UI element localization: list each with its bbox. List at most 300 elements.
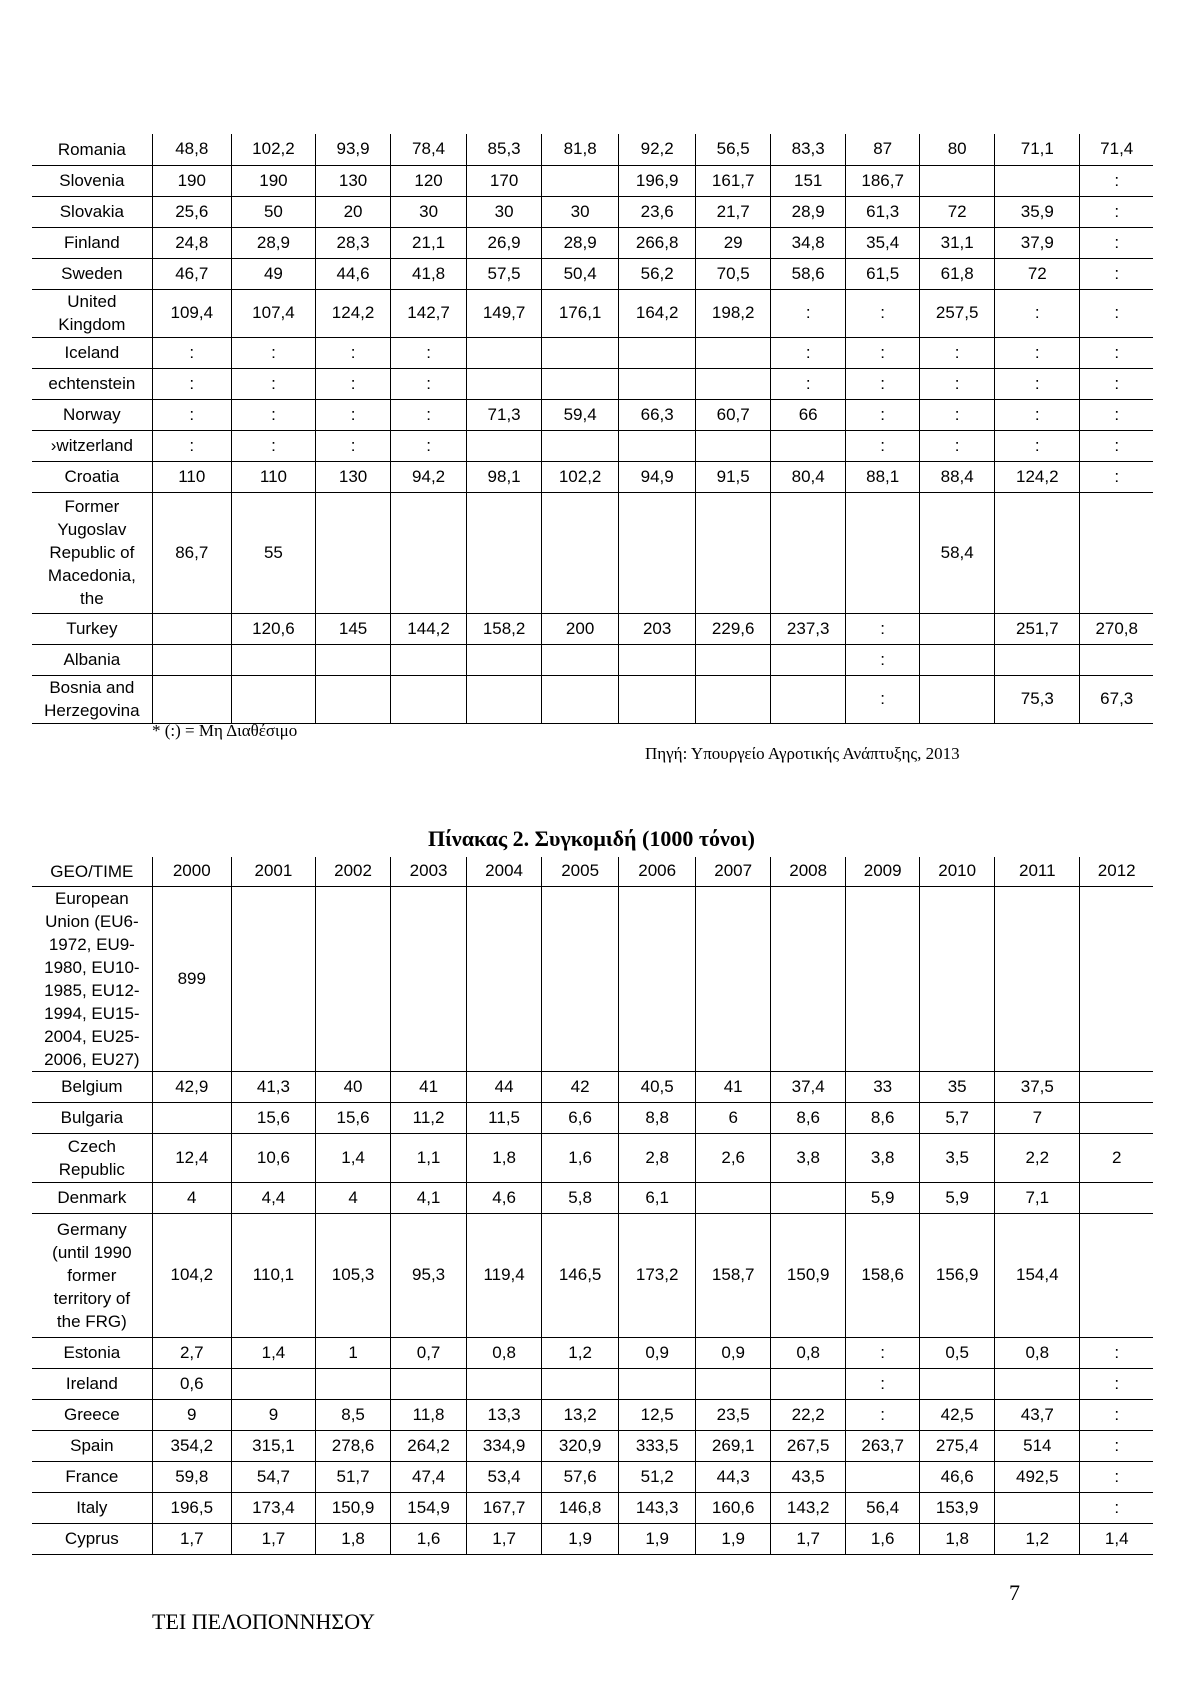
table-cell: 88,1 — [846, 461, 920, 492]
table-cell: 55 — [231, 492, 315, 613]
table-cell: 41 — [391, 1071, 467, 1102]
table-cell: 29 — [696, 227, 771, 258]
row-label — [32, 227, 152, 258]
table-cell: 94,9 — [619, 461, 696, 492]
table-cell: 161,7 — [696, 165, 771, 196]
table-cell: 47,4 — [391, 1461, 467, 1492]
table-cell: : — [771, 337, 846, 368]
table-cell: : — [1080, 258, 1153, 289]
table-cell: 150,9 — [771, 1213, 846, 1337]
table-cell — [467, 886, 542, 1071]
table-cell: 263,7 — [846, 1430, 920, 1461]
table-cell: 1,6 — [391, 1523, 467, 1554]
table-cell: : — [846, 1399, 920, 1430]
table-cell — [467, 492, 542, 613]
table-cell: 7,1 — [995, 1182, 1080, 1213]
table-cell — [542, 675, 619, 723]
row-label — [32, 1182, 152, 1213]
column-header-year: 2007 — [696, 857, 771, 886]
table-cell — [995, 1368, 1080, 1399]
table-cell — [316, 1368, 391, 1399]
table-cell — [391, 644, 467, 675]
table-cell: 91,5 — [696, 461, 771, 492]
row-label — [32, 134, 152, 165]
table-cell: 5,7 — [920, 1102, 995, 1133]
table-cell: 81,8 — [542, 134, 619, 165]
table-cell: 85,3 — [467, 134, 542, 165]
table-cell: : — [846, 675, 920, 723]
row-label-line: 1994, EU15- — [44, 1003, 140, 1023]
table-cell: 6,6 — [542, 1102, 619, 1133]
column-header-year: 2004 — [467, 857, 542, 886]
row-label-line: the — [80, 589, 104, 608]
table-cell: : — [1080, 289, 1153, 337]
table-cell — [771, 492, 846, 613]
table-row — [32, 613, 1153, 644]
table-cell: 1 — [316, 1337, 391, 1368]
table-cell — [920, 165, 995, 196]
table-cell — [467, 644, 542, 675]
table-cell: 1,2 — [995, 1523, 1080, 1554]
table-cell — [995, 165, 1080, 196]
row-label-line: Finland — [63, 233, 120, 252]
table-cell: 56,4 — [846, 1492, 920, 1523]
row-label — [32, 368, 152, 399]
row-label-line: Slovakia — [59, 202, 124, 221]
table-cell — [231, 675, 315, 723]
table-cell: 59,4 — [542, 399, 619, 430]
table-cell: : — [995, 368, 1080, 399]
table-cell — [696, 430, 771, 461]
table-row — [32, 1399, 1153, 1430]
table-cell: : — [1080, 1461, 1153, 1492]
row-label — [32, 1399, 152, 1430]
row-label-line: (until 1990 — [52, 1242, 132, 1262]
row-label — [32, 613, 152, 644]
table-cell: 158,6 — [846, 1213, 920, 1337]
table-cell: 278,6 — [316, 1430, 391, 1461]
table-cell: 105,3 — [316, 1213, 391, 1337]
table-cell — [619, 1368, 696, 1399]
table-cell: 4,6 — [467, 1182, 542, 1213]
table-cell: 267,5 — [771, 1430, 846, 1461]
table-cell: 24,8 — [152, 227, 231, 258]
table-cell: 35,4 — [846, 227, 920, 258]
table-cell: 1,4 — [231, 1337, 315, 1368]
table-header-row — [32, 857, 1153, 886]
table-cell: 229,6 — [696, 613, 771, 644]
table-cell: 0,9 — [619, 1337, 696, 1368]
table-cell: 1,4 — [1080, 1523, 1153, 1554]
table-cell: 40 — [316, 1071, 391, 1102]
table-cell: 167,7 — [467, 1492, 542, 1523]
table-cell — [619, 675, 696, 723]
row-label — [32, 461, 152, 492]
table-cell: 257,5 — [920, 289, 995, 337]
table-cell: 8,5 — [316, 1399, 391, 1430]
row-label-line: Italy — [76, 1498, 108, 1517]
table-cell: : — [920, 399, 995, 430]
table-cell — [1080, 644, 1153, 675]
table-cell: 0,7 — [391, 1337, 467, 1368]
table-cell — [696, 492, 771, 613]
table-cell: : — [152, 337, 231, 368]
table-cell: : — [1080, 1368, 1153, 1399]
table-cell — [231, 644, 315, 675]
table-cell — [696, 1182, 771, 1213]
table-cell: 203 — [619, 613, 696, 644]
row-label — [32, 337, 152, 368]
row-label-line: Republic of — [49, 543, 135, 562]
source-note: Πηγή: Υπουργείο Αγροτικής Ανάπτυξης, 2013 — [645, 744, 960, 763]
table-cell: 78,4 — [391, 134, 467, 165]
table-cell: 71,3 — [467, 399, 542, 430]
table-cell — [619, 430, 696, 461]
table-cell: 5,9 — [920, 1182, 995, 1213]
table-cell — [920, 886, 995, 1071]
table-cell: 1,2 — [542, 1337, 619, 1368]
table-cell: : — [152, 399, 231, 430]
table-cell: : — [846, 368, 920, 399]
row-label-line: Sweden — [61, 264, 123, 283]
table-cell: 6,1 — [619, 1182, 696, 1213]
table-cell: 320,9 — [542, 1430, 619, 1461]
row-label — [32, 289, 152, 337]
row-label-line: Norway — [63, 405, 121, 424]
table-cell: 200 — [542, 613, 619, 644]
footer-institution: ΤΕΙ ΠΕΛΟΠΟΝΝΗΣΟΥ — [152, 1609, 375, 1634]
column-header-year: 2010 — [920, 857, 995, 886]
row-label-line: European — [54, 888, 129, 908]
row-label-line: Spain — [70, 1436, 114, 1455]
row-label — [32, 196, 152, 227]
row-label-line: Cyprus — [64, 1529, 119, 1548]
harvest-table — [32, 857, 1153, 1555]
table-cell: : — [920, 337, 995, 368]
table-cell: 142,7 — [391, 289, 467, 337]
table-cell: : — [1080, 461, 1153, 492]
table-cell: : — [1080, 368, 1153, 399]
table-cell: 190 — [152, 165, 231, 196]
table-cell — [467, 430, 542, 461]
table-cell: 153,9 — [920, 1492, 995, 1523]
table-cell: 71,1 — [995, 134, 1080, 165]
table-cell: 34,8 — [771, 227, 846, 258]
table-cell: 51,2 — [619, 1461, 696, 1492]
table-cell: 1,9 — [619, 1523, 696, 1554]
table-cell: : — [771, 368, 846, 399]
table-cell: 57,6 — [542, 1461, 619, 1492]
row-label-line: Bosnia and — [49, 678, 135, 697]
table-cell — [995, 1492, 1080, 1523]
table-cell: 173,2 — [619, 1213, 696, 1337]
table-cell: 1,7 — [152, 1523, 231, 1554]
table-row — [32, 1523, 1153, 1554]
table-cell: 41 — [696, 1071, 771, 1102]
table-cell — [1080, 492, 1153, 613]
table-cell: 21,7 — [696, 196, 771, 227]
table-cell: 3,8 — [846, 1133, 920, 1182]
table-cell: 110 — [152, 461, 231, 492]
table-cell: 37,5 — [995, 1071, 1080, 1102]
table-cell: : — [316, 430, 391, 461]
table-cell: : — [1080, 1492, 1153, 1523]
row-label-line: territory of — [53, 1288, 131, 1308]
row-label-line: Germany — [56, 1219, 127, 1239]
table-cell: 146,8 — [542, 1492, 619, 1523]
table-cell: 130 — [316, 165, 391, 196]
table-cell: 83,3 — [771, 134, 846, 165]
table-cell: 28,9 — [231, 227, 315, 258]
table-cell: 1,7 — [771, 1523, 846, 1554]
table-cell: 334,9 — [467, 1430, 542, 1461]
table-cell: 196,5 — [152, 1492, 231, 1523]
table-cell — [391, 675, 467, 723]
table-row — [32, 1071, 1153, 1102]
table-cell: 56,2 — [619, 258, 696, 289]
table-cell: 315,1 — [231, 1430, 315, 1461]
table-cell: : — [391, 399, 467, 430]
table-cell: 6 — [696, 1102, 771, 1133]
table-cell: 264,2 — [391, 1430, 467, 1461]
table-cell: : — [316, 337, 391, 368]
row-label-line: Macedonia, — [47, 566, 136, 585]
table-cell — [619, 337, 696, 368]
row-label — [32, 258, 152, 289]
row-label-line: Greece — [63, 1405, 120, 1424]
table-cell — [846, 1461, 920, 1492]
table-cell — [696, 675, 771, 723]
table-cell: 109,4 — [152, 289, 231, 337]
column-header-year: 2002 — [316, 857, 391, 886]
table-cell: 37,9 — [995, 227, 1080, 258]
table-cell: : — [231, 430, 315, 461]
table-cell: : — [846, 289, 920, 337]
table-row — [32, 134, 1153, 165]
table-cell: 43,7 — [995, 1399, 1080, 1430]
table-cell: 72 — [995, 258, 1080, 289]
table-cell: : — [1080, 196, 1153, 227]
table-cell: 4,1 — [391, 1182, 467, 1213]
table-cell: 12,5 — [619, 1399, 696, 1430]
row-label-line: Ireland — [65, 1374, 118, 1393]
table-cell: 44 — [467, 1071, 542, 1102]
table-cell: 2,2 — [995, 1133, 1080, 1182]
table-cell: 58,6 — [771, 258, 846, 289]
table-cell — [1080, 1102, 1153, 1133]
table-cell: 198,2 — [696, 289, 771, 337]
table-cell — [542, 1368, 619, 1399]
table-2-title: Πίνακας 2. Συγκομιδή (1000 τόνοι) — [427, 826, 755, 851]
row-label — [32, 1368, 152, 1399]
row-label-line: Kingdom — [58, 315, 126, 334]
table-cell: 251,7 — [995, 613, 1080, 644]
table-row — [32, 1337, 1153, 1368]
table-cell: 88,4 — [920, 461, 995, 492]
table-cell: : — [1080, 227, 1153, 258]
table-cell: 1,1 — [391, 1133, 467, 1182]
table-cell: 190 — [231, 165, 315, 196]
table-cell — [771, 430, 846, 461]
table-cell: : — [995, 289, 1080, 337]
table-cell: 110 — [231, 461, 315, 492]
table-cell: 1,6 — [542, 1133, 619, 1182]
row-label-line: Herzegovina — [44, 701, 140, 720]
table-cell: 71,4 — [1080, 134, 1153, 165]
table-cell: 51,7 — [316, 1461, 391, 1492]
table-cell: 266,8 — [619, 227, 696, 258]
table-cell: 72 — [920, 196, 995, 227]
table-cell: 275,4 — [920, 1430, 995, 1461]
table-cell — [619, 886, 696, 1071]
table-cell — [1080, 1182, 1153, 1213]
table-cell — [696, 644, 771, 675]
table-cell — [152, 675, 231, 723]
table-cell: 176,1 — [542, 289, 619, 337]
table-cell — [542, 165, 619, 196]
table-cell: 124,2 — [316, 289, 391, 337]
table-cell: : — [391, 337, 467, 368]
table-cell: 28,9 — [542, 227, 619, 258]
table-cell: 2,6 — [696, 1133, 771, 1182]
table-cell — [920, 675, 995, 723]
row-label — [32, 1133, 152, 1182]
row-label-line: 2004, EU25- — [44, 1026, 140, 1046]
row-label-line: ›witzerland — [50, 436, 133, 455]
table-cell: 144,2 — [391, 613, 467, 644]
table-cell: : — [152, 430, 231, 461]
table-cell: 75,3 — [995, 675, 1080, 723]
table-cell: 156,9 — [920, 1213, 995, 1337]
table-cell: 26,9 — [467, 227, 542, 258]
table-cell: 23,6 — [619, 196, 696, 227]
table-cell — [542, 644, 619, 675]
table-cell: 9 — [231, 1399, 315, 1430]
row-label-line: Denmark — [57, 1188, 127, 1207]
table-cell: 5,8 — [542, 1182, 619, 1213]
row-label-line: Slovenia — [59, 171, 125, 190]
table-cell: 1,7 — [231, 1523, 315, 1554]
table-cell — [231, 1368, 315, 1399]
row-label-line: Belgium — [61, 1077, 123, 1096]
table-cell: 44,3 — [696, 1461, 771, 1492]
table-row — [32, 1368, 1153, 1399]
table-cell: 3,5 — [920, 1133, 995, 1182]
table-cell — [696, 337, 771, 368]
row-label-line: 2006, EU27) — [44, 1049, 140, 1069]
table-cell: : — [1080, 1399, 1153, 1430]
table-cell: 41,8 — [391, 258, 467, 289]
row-label-line: Bulgaria — [60, 1108, 124, 1127]
missing-data-note: * (:) = Μη Διαθέσιμο — [152, 721, 298, 740]
table-cell — [391, 886, 467, 1071]
table-row — [32, 227, 1153, 258]
table-cell: 56,5 — [696, 134, 771, 165]
table-cell — [391, 492, 467, 613]
row-label-line: Turkey — [66, 619, 118, 638]
table-row — [32, 1492, 1153, 1523]
table-cell: 0,5 — [920, 1337, 995, 1368]
table-cell: : — [1080, 399, 1153, 430]
table-cell: 158,2 — [467, 613, 542, 644]
table-cell: 158,7 — [696, 1213, 771, 1337]
table-row — [32, 886, 1153, 1071]
table-cell: 44,6 — [316, 258, 391, 289]
table-cell: 33 — [846, 1071, 920, 1102]
column-header-year: 2005 — [542, 857, 619, 886]
table-cell: 11,5 — [467, 1102, 542, 1133]
table-row — [32, 1182, 1153, 1213]
table-cell: 30 — [542, 196, 619, 227]
table-row — [32, 1430, 1153, 1461]
row-label-line: echtenstein — [48, 374, 136, 393]
table-cell: 66 — [771, 399, 846, 430]
table-cell: 61,8 — [920, 258, 995, 289]
row-label — [32, 399, 152, 430]
table-cell: 25,6 — [152, 196, 231, 227]
table-cell: 28,9 — [771, 196, 846, 227]
table-row — [32, 337, 1153, 368]
table-cell: 20 — [316, 196, 391, 227]
table-cell: 42,5 — [920, 1399, 995, 1430]
table-cell: 492,5 — [995, 1461, 1080, 1492]
table-cell — [152, 613, 231, 644]
table-cell: 150,9 — [316, 1492, 391, 1523]
table-cell: : — [846, 1368, 920, 1399]
table-cell: : — [846, 337, 920, 368]
table-cell: 102,2 — [231, 134, 315, 165]
table-cell — [542, 430, 619, 461]
table-cell: 1,8 — [920, 1523, 995, 1554]
table-cell: 86,7 — [152, 492, 231, 613]
table-cell: 70,5 — [696, 258, 771, 289]
table-cell: 13,3 — [467, 1399, 542, 1430]
row-label — [32, 1213, 152, 1337]
table-cell — [467, 1368, 542, 1399]
table-row — [32, 1461, 1153, 1492]
table-cell: : — [152, 368, 231, 399]
table-row — [32, 399, 1153, 430]
table-row — [32, 644, 1153, 675]
row-label-line: 1985, EU12- — [44, 980, 140, 1000]
table-cell: 35 — [920, 1071, 995, 1102]
table-cell: : — [391, 430, 467, 461]
table-cell: : — [846, 644, 920, 675]
table-cell — [542, 337, 619, 368]
table-cell: 143,3 — [619, 1492, 696, 1523]
table-cell: 61,5 — [846, 258, 920, 289]
table-cell — [467, 368, 542, 399]
table-cell: 0,8 — [771, 1337, 846, 1368]
table-cell: 104,2 — [152, 1213, 231, 1337]
table-cell: : — [1080, 165, 1153, 196]
column-header-year: 2000 — [152, 857, 231, 886]
table-cell: : — [771, 289, 846, 337]
table-cell — [1080, 886, 1153, 1071]
table-cell: 66,3 — [619, 399, 696, 430]
row-label — [32, 1523, 152, 1554]
table-cell: 30 — [467, 196, 542, 227]
production-table-continued — [32, 134, 1153, 724]
table-cell — [542, 492, 619, 613]
table-cell — [920, 613, 995, 644]
column-header-year: 2001 — [231, 857, 315, 886]
row-label-line: Estonia — [63, 1343, 121, 1362]
table-cell: 1,8 — [467, 1133, 542, 1182]
table-cell — [152, 644, 231, 675]
table-cell — [316, 644, 391, 675]
table-cell: 102,2 — [542, 461, 619, 492]
